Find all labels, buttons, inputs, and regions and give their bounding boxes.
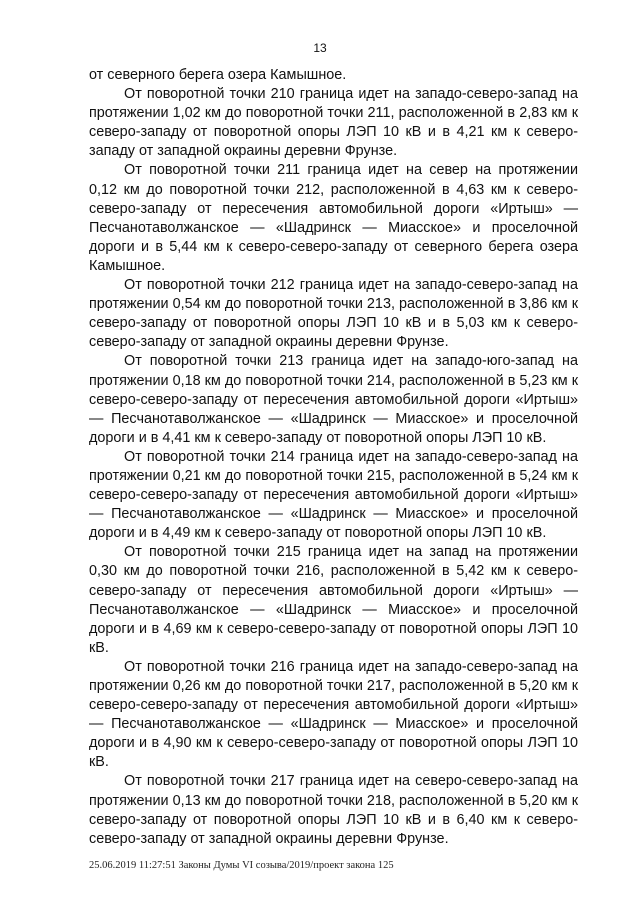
- paragraph-point-211: От поворотной точки 211 граница идет на север на протяжении 0,12 км до поворотной точки 212, расположенной в 4,63 км к северо-северо-западу от пересечения автомобильной дороги «Иртыш» — Песчанотаволжанское — «Шадринск — Миасское» и проселочной дороги и в 5,44 км к северо-северо-западу от северного берега озера Камышное.: [89, 162, 578, 274]
- paragraph-point-216: От поворотной точки 216 граница идет на западо-северо-запад на протяжении 0,26 км до поворотной точки 217, расположенной в 5,20 км к северо-северо-западу от пересечения автомобильной дороги «Иртыш» — Песчанотаволжанское — «Шадринск — Миасское» и проселочной дороги и в 4,90 км к северо-северо-западу от поворотной опоры ЛЭП 10 кВ.: [89, 658, 578, 771]
- page-number: 13: [313, 41, 327, 55]
- paragraph-point-210: От поворотной точки 210 граница идет на западо-северо-запад на протяжении 1,02 км до поворотной точки 211, расположенной в 2,83 км к северо-западу от поворотной опоры ЛЭП 10 кВ и в 4,21 км к северо-западу от западной окраины деревни Фрунзе.: [89, 86, 578, 160]
- document-footer: 25.06.2019 11:27:51 Законы Думы VI созыва/2019/проект закона 125: [89, 860, 394, 871]
- paragraph-point-213: От поворотной точки 213 граница идет на западо-юго-запад на протяжении 0,18 км до поворотной точки 214, расположенной в 5,23 км к северо-северо-западу от пересечения автомобильной дороги «Иртыш» — Песчанотаволжанское — «Шадринск — Миасское» и проселочной дороги и в 4,41 км к северо-западу от поворотной опоры ЛЭП 10 кВ.: [89, 353, 578, 446]
- paragraph-point-217: От поворотной точки 217 граница идет на северо-северо-запад на протяжении 0,13 км до поворотной точки 218, расположенной в 5,20 км к северо-западу от поворотной опоры ЛЭП 10 кВ и в 6,40 км к северо-северо-западу от западной окраины деревни Фрунзе.: [89, 773, 578, 847]
- paragraph-point-215: От поворотной точки 215 граница идет на запад на протяжении 0,30 км до поворотной точки 216, расположенной в 5,42 км к северо-северо-западу от пересечения автомобильной дороги «Иртыш» — Песчанотаволжанское — «Шадринск — Миасское» и проселочной дороги и в 4,69 км к северо-северо-западу от поворотной опоры ЛЭП 10 кВ.: [89, 544, 578, 656]
- paragraph-point-212: От поворотной точки 212 граница идет на западо-северо-запад на протяжении 0,54 км до поворотной точки 213, расположенной в 3,86 км к северо-западу от поворотной опоры ЛЭП 10 кВ и в 5,03 км к северо-северо-западу от западной окраины деревни Фрунзе.: [89, 277, 578, 351]
- document-body: [89, 66, 578, 849]
- paragraph-point-214: От поворотной точки 214 граница идет на западо-северо-запад на протяжении 0,21 км до поворотной точки 215, расположенной в 5,24 км к северо-северо-западу от пересечения автомобильной дороги «Иртыш» — Песчанотаволжанское — «Шадринск — Миасское» и проселочной дороги и в 4,49 км к северо-западу от поворотной опоры ЛЭП 10 кВ.: [89, 448, 578, 542]
- paragraph-continuation: от северного берега озера Камышное.: [89, 67, 347, 83]
